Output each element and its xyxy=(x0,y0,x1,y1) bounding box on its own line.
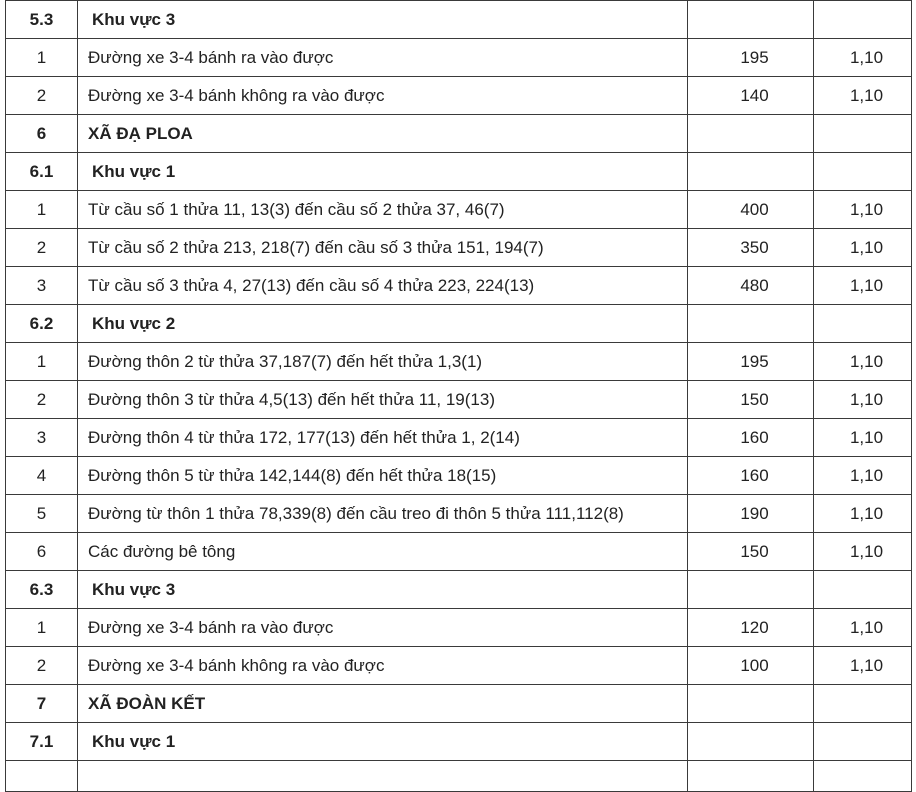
row-number-cell: 6.3 xyxy=(6,571,78,609)
row-number-cell: 5 xyxy=(6,495,78,533)
row-price-cell: 195 xyxy=(688,39,814,77)
row-name-cell: Khu vực 1 xyxy=(78,153,688,191)
row-price-cell xyxy=(688,1,814,39)
row-number-cell: 2 xyxy=(6,381,78,419)
commune-header-row xyxy=(6,685,912,723)
table-row xyxy=(6,343,912,381)
row-name-cell: Khu vực 2 xyxy=(78,305,688,343)
row-coefficient-cell: 1,10 xyxy=(814,343,912,381)
row-number-cell: 3 xyxy=(6,267,78,305)
row-price-cell: 120 xyxy=(688,609,814,647)
row-price-cell: 150 xyxy=(688,533,814,571)
table-row xyxy=(6,39,912,77)
row-coefficient-cell: 1,10 xyxy=(814,381,912,419)
row-coefficient-cell xyxy=(814,723,912,761)
row-number-cell: 2 xyxy=(6,647,78,685)
area-header-row xyxy=(6,153,912,191)
row-number-cell: 2 xyxy=(6,77,78,115)
row-name-cell: Đường thôn 2 từ thửa 37,187(7) đến hết thửa 1,3(1) xyxy=(78,343,688,381)
commune-header-row xyxy=(6,115,912,153)
row-number-cell: 6.2 xyxy=(6,305,78,343)
row-price-cell: 160 xyxy=(688,419,814,457)
row-price-cell: 350 xyxy=(688,229,814,267)
table-row xyxy=(6,609,912,647)
table-row xyxy=(6,191,912,229)
table-row xyxy=(6,647,912,685)
table-row xyxy=(6,381,912,419)
row-coefficient-cell: 1,10 xyxy=(814,229,912,267)
row-coefficient-cell: 1,10 xyxy=(814,267,912,305)
row-name-cell: Các đường bê tông xyxy=(78,533,688,571)
table-row xyxy=(6,267,912,305)
row-coefficient-cell xyxy=(814,1,912,39)
row-name-cell: Đường xe 3-4 bánh ra vào được xyxy=(78,39,688,77)
row-coefficient-cell xyxy=(814,571,912,609)
row-coefficient-cell xyxy=(814,305,912,343)
area-header-row xyxy=(6,571,912,609)
row-name-cell: Từ cầu số 1 thửa 11, 13(3) đến cầu số 2 thửa 37, 46(7) xyxy=(78,191,688,229)
row-price-cell xyxy=(688,115,814,153)
table-row xyxy=(6,457,912,495)
row-coefficient-cell: 1,10 xyxy=(814,77,912,115)
row-name-cell: Từ cầu số 3 thửa 4, 27(13) đến cầu số 4 thửa 223, 224(13) xyxy=(78,267,688,305)
row-number-cell: 1 xyxy=(6,191,78,229)
table-row xyxy=(6,77,912,115)
row-number-cell: 2 xyxy=(6,229,78,267)
row-name-cell: Khu vực 3 xyxy=(78,1,688,39)
row-price-cell: 190 xyxy=(688,495,814,533)
area-header-row xyxy=(6,305,912,343)
row-coefficient-cell: 1,10 xyxy=(814,647,912,685)
row-number-cell: 7.1 xyxy=(6,723,78,761)
row-name-cell: XÃ ĐẠ PLOA xyxy=(78,115,688,153)
row-number-cell: 1 xyxy=(6,609,78,647)
row-number-cell: 1 xyxy=(6,39,78,77)
row-price-cell: 400 xyxy=(688,191,814,229)
row-coefficient-cell: 1,10 xyxy=(814,533,912,571)
row-name-cell: Khu vực 3 xyxy=(78,571,688,609)
row-price-cell: 160 xyxy=(688,457,814,495)
row-coefficient-cell xyxy=(814,115,912,153)
row-name-cell: Đường thôn 4 từ thửa 172, 177(13) đến hết thửa 1, 2(14) xyxy=(78,419,688,457)
table-row xyxy=(6,495,912,533)
row-name-cell: Đường thôn 3 từ thửa 4,5(13) đến hết thửa 11, 19(13) xyxy=(78,381,688,419)
row-number-cell: 6 xyxy=(6,115,78,153)
row-coefficient-cell: 1,10 xyxy=(814,495,912,533)
row-name-cell: Đường xe 3-4 bánh không ra vào được xyxy=(78,77,688,115)
row-coefficient-cell xyxy=(814,761,912,792)
row-price-cell xyxy=(688,305,814,343)
row-name-cell: Đường thôn 5 từ thửa 142,144(8) đến hết thửa 18(15) xyxy=(78,457,688,495)
row-number-cell: 7 xyxy=(6,685,78,723)
row-name-cell: Đường xe 3-4 bánh không ra vào được xyxy=(78,647,688,685)
table-row xyxy=(6,419,912,457)
row-number-cell: 1 xyxy=(6,343,78,381)
row-price-cell xyxy=(688,723,814,761)
row-number-cell: 5.3 xyxy=(6,1,78,39)
row-coefficient-cell: 1,10 xyxy=(814,457,912,495)
row-price-cell: 195 xyxy=(688,343,814,381)
row-price-cell xyxy=(688,685,814,723)
row-coefficient-cell: 1,10 xyxy=(814,191,912,229)
row-price-cell xyxy=(688,761,814,792)
row-coefficient-cell: 1,10 xyxy=(814,39,912,77)
row-name-cell: Từ cầu số 2 thửa 213, 218(7) đến cầu số 3 thửa 151, 194(7) xyxy=(78,229,688,267)
row-coefficient-cell xyxy=(814,685,912,723)
row-price-cell: 100 xyxy=(688,647,814,685)
table-row xyxy=(6,533,912,571)
row-number-cell: 6.1 xyxy=(6,153,78,191)
row-price-cell xyxy=(688,153,814,191)
row-number-cell: 6 xyxy=(6,533,78,571)
table-body xyxy=(6,1,912,792)
table-row-partial xyxy=(6,761,912,792)
area-header-row xyxy=(6,723,912,761)
row-price-cell: 480 xyxy=(688,267,814,305)
row-name-cell: Khu vực 1 xyxy=(78,723,688,761)
row-name-cell xyxy=(78,761,688,792)
row-price-cell: 150 xyxy=(688,381,814,419)
row-number-cell xyxy=(6,761,78,792)
row-price-cell: 140 xyxy=(688,77,814,115)
area-header-row xyxy=(6,1,912,39)
row-name-cell: Đường xe 3-4 bánh ra vào được xyxy=(78,609,688,647)
row-number-cell: 3 xyxy=(6,419,78,457)
land-price-table xyxy=(5,0,912,792)
row-number-cell: 4 xyxy=(6,457,78,495)
row-name-cell: Đường từ thôn 1 thửa 78,339(8) đến cầu treo đi thôn 5 thửa 111,112(8) xyxy=(78,495,688,533)
row-coefficient-cell xyxy=(814,153,912,191)
row-name-cell: XÃ ĐOÀN KẾT xyxy=(78,685,688,723)
row-coefficient-cell: 1,10 xyxy=(814,419,912,457)
row-coefficient-cell: 1,10 xyxy=(814,609,912,647)
row-price-cell xyxy=(688,571,814,609)
table-row xyxy=(6,229,912,267)
